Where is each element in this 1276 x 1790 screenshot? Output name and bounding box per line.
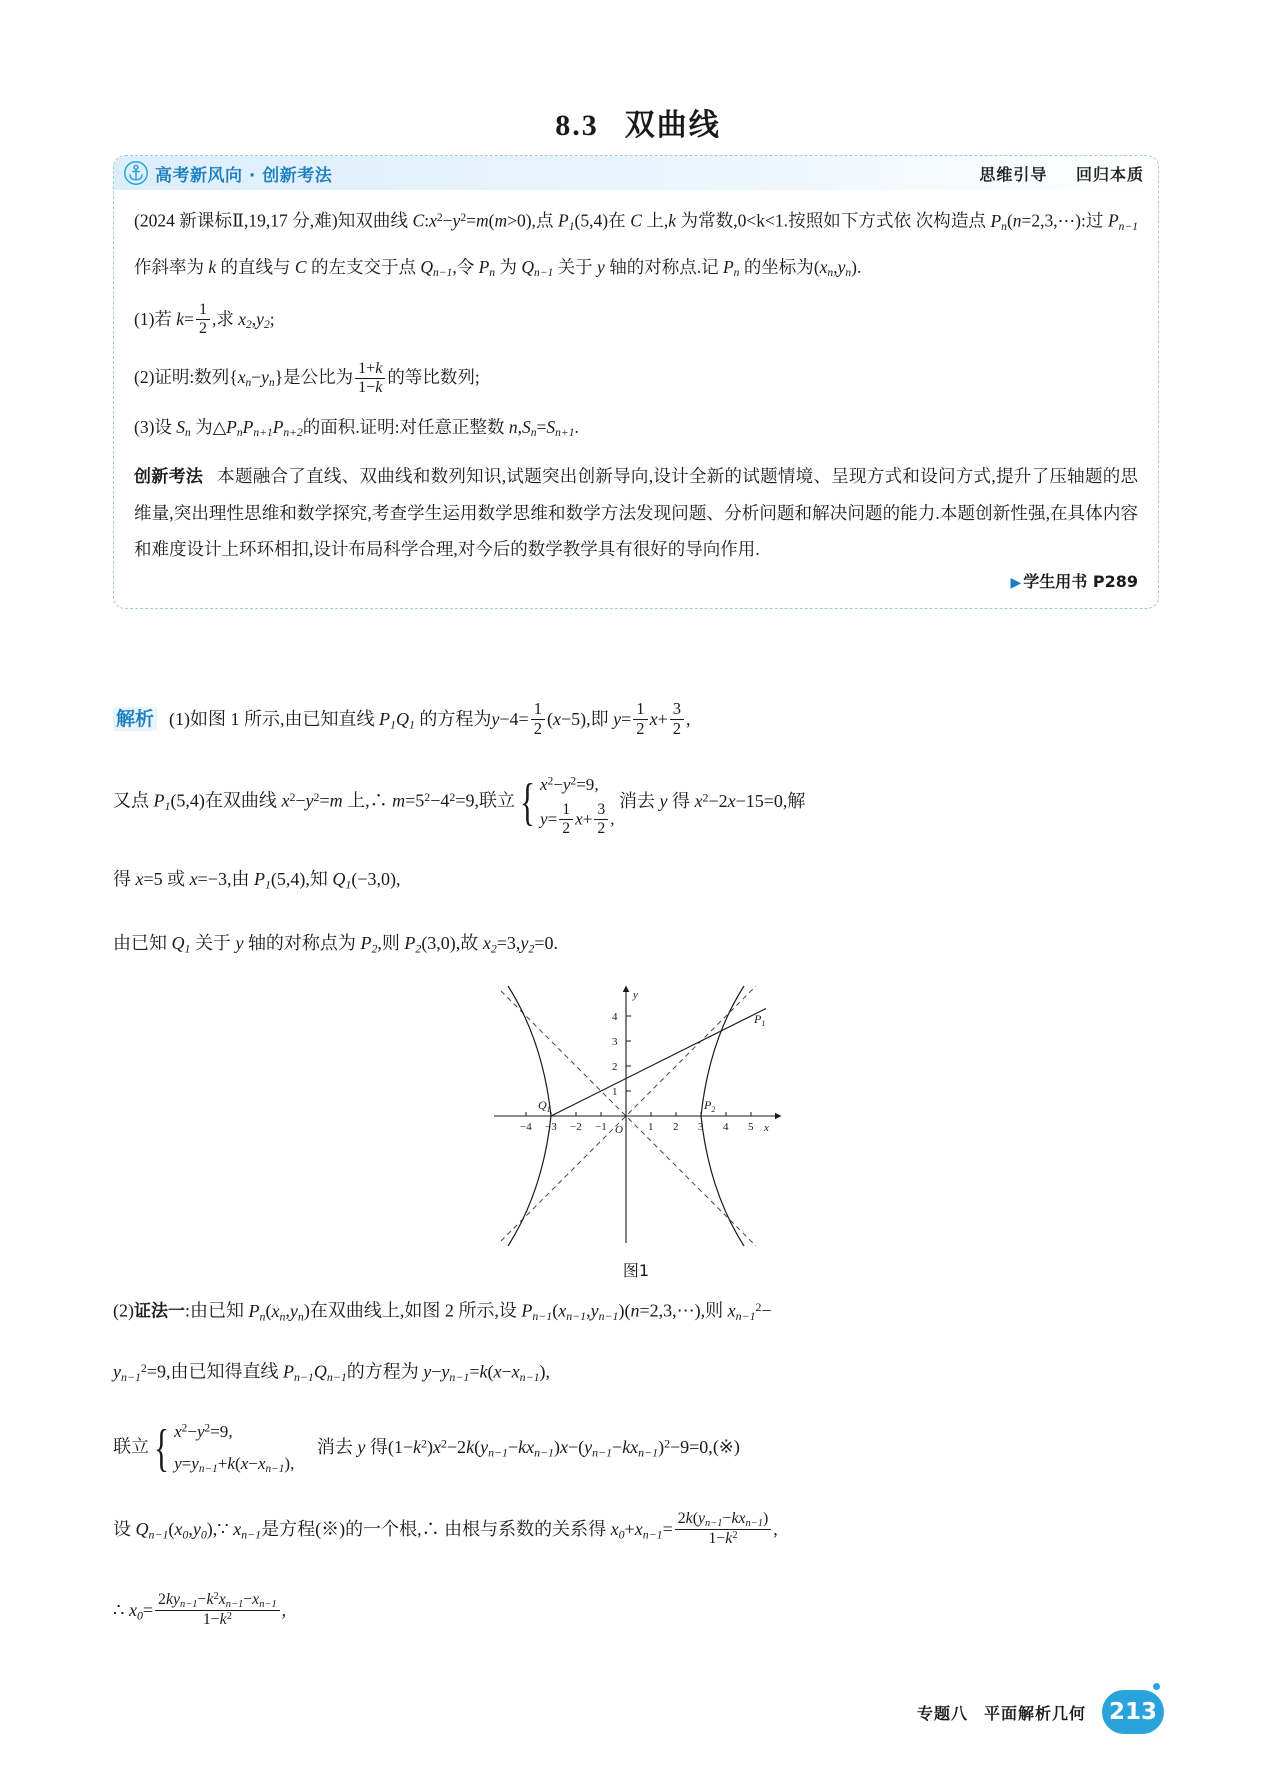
tag-thinking: 思维引导: [979, 164, 1048, 184]
problem-t9: 的左支交于点: [306, 256, 421, 277]
reference-text: 学生用书 P289: [1023, 571, 1138, 591]
figure-caption: 图1: [622, 1260, 650, 1280]
system-rows-2: $x^2-y^2=9$, $y=y_{n-1}+k(x-x_{n-1})$,: [174, 1421, 295, 1476]
label-P1: $P_1$: [754, 1011, 766, 1028]
q3-mid: 为: [195, 417, 213, 438]
p2-a: :由已知: [185, 1300, 245, 1321]
p2-star: (※): [712, 1436, 740, 1457]
svg-text:−1: −1: [595, 1120, 607, 1133]
page-title: [0, 0, 1276, 144]
point-labels: [538, 1012, 765, 1114]
svg-text:1: 1: [612, 1085, 618, 1098]
asymptote-positive: [501, 988, 756, 1246]
highlight-label: 高考新风向 · 创新考法: [155, 165, 333, 186]
p2-lian: 联立: [113, 1436, 149, 1457]
s2-c: ,联立: [474, 791, 515, 811]
problem-t7: 作斜率为: [134, 256, 209, 277]
problem-t1: 知双曲线: [337, 210, 413, 231]
svg-text:y: y: [633, 988, 638, 1001]
equation-system-1: [515, 769, 615, 838]
footer-chapter-name: 平面解析几何: [983, 1703, 1086, 1723]
problem-t11: 为: [495, 256, 522, 277]
solution-line-3: 得 x=5 或 x=−3,由 $P_1(5,4)$,知 $Q_1(-3,0)$,: [113, 869, 401, 892]
p3-mid: 是方程(※)的一个根,: [261, 1518, 422, 1539]
solution-line-2: 又点 $P_1(5,4)$在双曲线 $x^2-y^2=m$ 上,∴ $m=5^2-4^2=9$,联立 { $x^2-y^2=9$, y= $\frac{1}{2}$ x+ $\frac{3}{2}$ , 消去 y 得 $x^2-2x-15=0$,解: [113, 753, 1159, 850]
figure-1: [113, 981, 1159, 1281]
problem-t14: 的坐标为: [743, 256, 814, 277]
proof-line-1: (2)证法一:由已知 $P_n(x_n,y_n)$在双曲线上,如图 2 所示,设 $P_{n-1}(x_{n-1},y_{n-1})(n=2,3,\cdots)$,则 $x_{n-1}^2-$: [113, 1299, 772, 1323]
svg-text:5: 5: [748, 1120, 754, 1133]
problem-statement: (2024 新课标Ⅱ,19,17 分,难)知双曲线 $C:x^2-y^2=m(m>0)$,点 $P_1(5,4)$在 C 上,k 为常数,0<k<1.按照如下方式依 次构造点 $P_n(n=2,3,\cdots)$:过 $P_{n-1}$作斜率为 k 的直线与 C 的左支交于点 $Q_{n-1}$,令 $P_n$ 为 $Q_{n-1}$ 关于 y 轴的对称点.记 $P_n$ 的坐标为$(x_n,y_n)$.: [134, 210, 1139, 279]
p2-c: ,则: [700, 1300, 724, 1321]
problem-part-2: (2)证明:数列$\{x_n-y_n\}$是公比为 $\frac{1+k}{1-k}$ 的等比数列;: [134, 359, 480, 396]
svg-text:3: 3: [612, 1035, 618, 1048]
p2-e: 的方程为: [346, 1361, 419, 1382]
footer-chapter-number: 专题八: [916, 1703, 968, 1723]
footer-chapter: [917, 1701, 1086, 1724]
svg-text:−2: −2: [570, 1120, 582, 1133]
problem-source: (2024 新课标Ⅱ,19,17 分,难): [134, 210, 338, 231]
highlight-header: [114, 156, 1158, 190]
proof-method-label: 证法一: [134, 1301, 185, 1322]
q2-pre: (2)证明:数列: [134, 367, 230, 388]
s1-post: ,即: [586, 709, 609, 729]
s1-mid: 的方程为: [419, 709, 492, 729]
problem-t5: 次构造点: [915, 210, 991, 231]
svg-text:3: 3: [698, 1120, 704, 1133]
p3-pre: 设: [113, 1518, 131, 1539]
hyperbola-plot: [476, 981, 796, 1251]
label-P2: $P_2$: [704, 1097, 716, 1114]
problem-t6: :过: [1080, 210, 1108, 231]
q1-mid: ,求: [211, 308, 234, 329]
p3-post: 由根与系数的关系得: [444, 1518, 607, 1539]
p2-elim: 消去 y 得$(1-k^2)x^2-2k(y_{n-1}-kx_{n-1})x-(y_{n-1}-kx_{n-1})^2-9=0$,: [316, 1435, 713, 1459]
q1-pre: (1)若: [134, 308, 172, 329]
proof-line-5: ∴ $x_0=$ $\frac{2ky_{n-1}-k^2x_{n-1}-x_{n-1}}{1-k^2}$ ,: [113, 1590, 287, 1629]
q2-post: 的等比数列;: [387, 367, 480, 388]
q3-pre: (3)设: [134, 417, 172, 438]
asymptote-negative: [501, 986, 756, 1241]
line-P1Q1: [551, 1008, 766, 1116]
left-brace: {: [519, 773, 536, 831]
p2-b: 在双曲线上,如图 2 所示,设: [309, 1300, 517, 1321]
student-book-reference: [134, 569, 1138, 592]
problem-t10: ,令: [452, 256, 479, 277]
highlight-tags: [957, 162, 1144, 185]
section-number: 8.3: [555, 109, 599, 142]
innovation-text: 本题融合了直线、双曲线和数列知识,试题突出创新导向,设计全新的试题情境、呈现方式和设问方式,提升了压轴题的思维量,突出理性思维和数学探究,考查学生运用数学思维和数学方法发现问题、分析问题和解决问题的能力.本题创新性强,在具体内容和难度设计上环环相扣,设计布局科学合理,对今后的数学教学具有很好的导向作用.: [134, 465, 1139, 559]
solution-section: [113, 690, 1159, 1655]
problem-t8: 的直线与: [216, 256, 295, 277]
svg-text:x: x: [764, 1121, 769, 1134]
p4-pre: ∴: [113, 1600, 125, 1621]
proof-line-3: [113, 1403, 1159, 1492]
svg-text:−3: −3: [545, 1120, 557, 1133]
triangle-icon: ▶: [1010, 574, 1022, 591]
problem-t2: 在: [608, 210, 631, 231]
q2-mid: 是公比为: [283, 367, 354, 388]
y-ticks: [626, 1016, 631, 1091]
s2-pre: 又点: [113, 791, 149, 811]
p2-pre: (2): [113, 1300, 134, 1321]
svg-text:2: 2: [612, 1060, 618, 1073]
left-brace-2: {: [154, 1418, 170, 1477]
innovation-label: 创新考法: [134, 466, 204, 487]
p2-d: =9,由已知得直线: [146, 1361, 279, 1382]
solution-line-1: 解析 (1)如图 1 所示,由已知直线 $P_1Q_1$ 的方程为y−4= $\frac{1}{2}$ (x−5),即 y= $\frac{1}{2}$ x+ $\frac{3}{2}$ ,: [113, 690, 1159, 753]
solution-label: 解析: [113, 707, 157, 731]
x-ticks: [526, 1112, 751, 1116]
section-name: 双曲线: [624, 108, 721, 143]
equation-system-2: [149, 1416, 294, 1481]
s2-elim: 消去 y 得 $x^2-2x-15=0$,解: [619, 790, 806, 811]
proof-line-4: 设 $Q_{n-1}(x_0,y_0),\because$ $x_{n-1}$是方程(※)的一个根,∴ 由根与系数的关系得 $x_0+x_{n-1}=$ $\frac{2k(y_{n-1}-kx_{n-1})}{1-k^2}$ ,: [113, 1509, 778, 1548]
system-rows: $x^2-y^2=9$, y= $\frac{1}{2}$ x+ $\frac{3}{2}$ ,: [540, 774, 615, 837]
innovation-analysis: [134, 458, 1138, 567]
highlight-box: [113, 155, 1159, 609]
problem-t12: 关于: [553, 256, 598, 277]
problem-t13: 轴的对称点.记: [604, 256, 719, 277]
s2-b: 上,: [347, 791, 370, 811]
page-footer: [0, 1690, 1276, 1734]
problem-part-3: (3)设 $S_n$ 为$\triangle P_nP_{n+1}P_{n+2}$的面积.证明:对任意正整数 $n,S_n=S_{n+1}$.: [134, 417, 579, 440]
svg-text:4: 4: [723, 1120, 729, 1133]
proof-line-2: $y_{n-1}^2=9$,由已知得直线 $P_{n-1}Q_{n-1}$的方程为 $y-y_{n-1}=k(x-x_{n-1})$,: [113, 1360, 551, 1384]
label-Q1: $Q_1$: [538, 1097, 551, 1114]
highlight-body: [114, 190, 1158, 608]
anchor-icon: [124, 161, 148, 185]
problem-t3: 上,: [641, 210, 669, 231]
solution-line-4: 由已知 $Q_1$ 关于 y 轴的对称点为 $P_2$,则 $P_2(3,0)$,故 $x_2=3,y_2=0$.: [113, 932, 558, 955]
s1-pre: (1)如图 1 所示,由已知直线: [169, 709, 375, 729]
page-number-badge: 213: [1102, 1690, 1164, 1734]
svg-text:4: 4: [612, 1010, 618, 1023]
tag-essence: 回归本质: [1075, 164, 1144, 184]
q3-mid2: 的面积.证明:对任意正整数: [302, 417, 505, 438]
problem-part-1: (1)若 k= $\frac{1}{2}$ ,求 $x_2,y_2$;: [134, 301, 275, 338]
svg-text:O: O: [615, 1123, 623, 1136]
s2-a: 在双曲线: [204, 791, 277, 811]
svg-text:−4: −4: [520, 1120, 532, 1133]
svg-text:2: 2: [673, 1120, 679, 1133]
problem-t4: 为常数,0<k<1.按照如下方式依: [676, 210, 912, 231]
svg-text:1: 1: [648, 1120, 654, 1133]
